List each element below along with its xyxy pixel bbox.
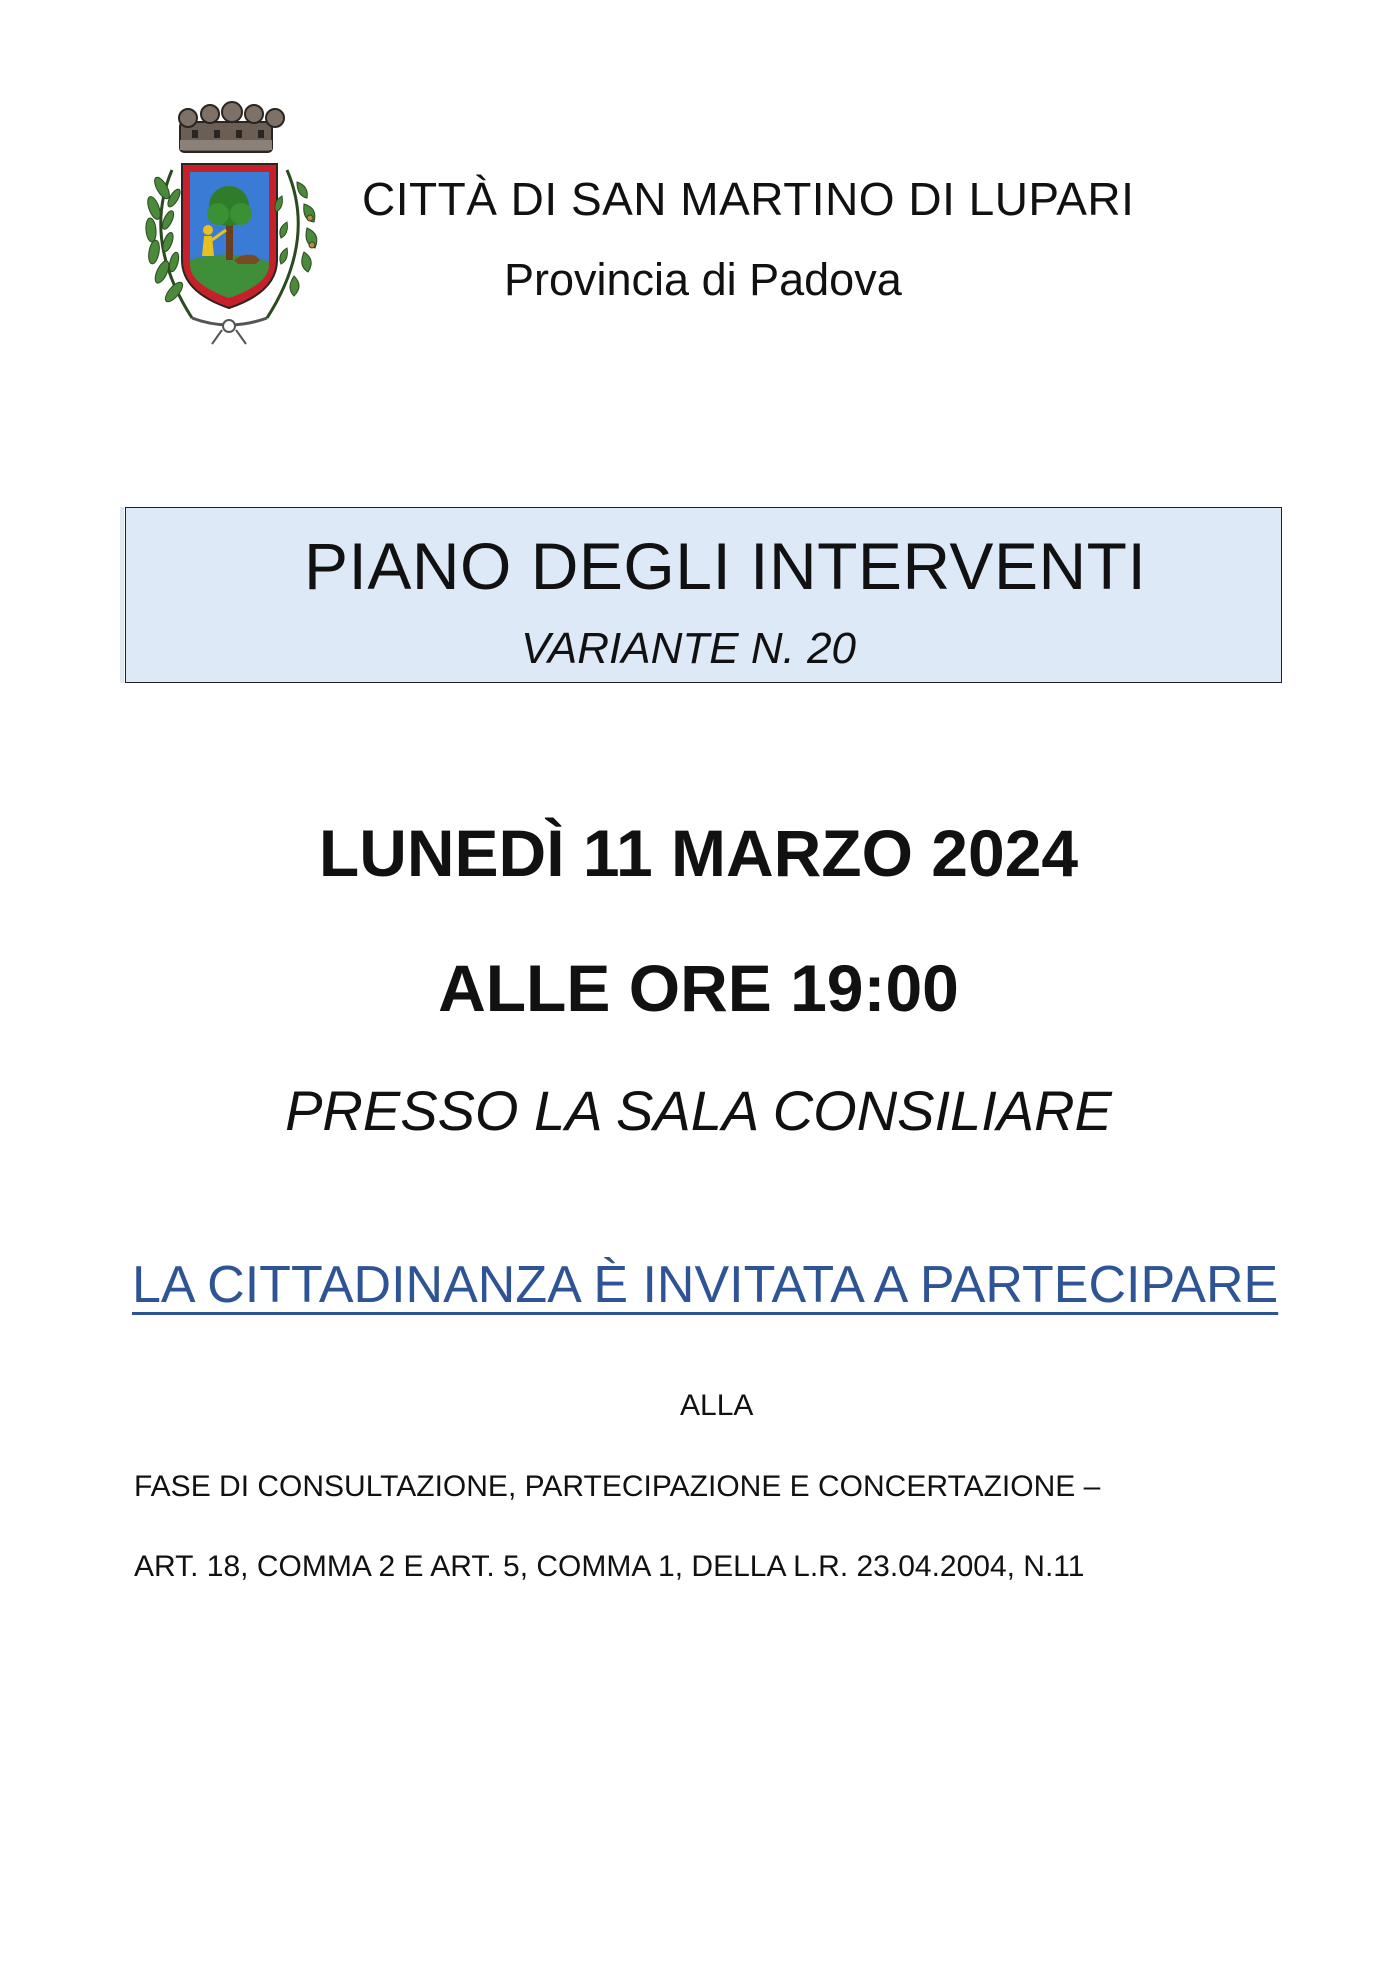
event-time: ALLE ORE 19:00	[438, 951, 959, 1025]
consultation-phase: FASE DI CONSULTAZIONE, PARTECIPAZIONE E CONCERTAZIONE –	[134, 1470, 1101, 1503]
invitation-connector: ALLA	[680, 1389, 754, 1422]
variant-subtitle: VARIANTE N. 20	[521, 624, 857, 673]
document-title: PIANO DEGLI INTERVENTI	[304, 529, 1147, 603]
law-reference: ART. 18, COMMA 2 E ART. 5, COMMA 1, DELLA L.R. 23.04.2004, N.11	[134, 1550, 1085, 1583]
city-name: CITTÀ DI SAN MARTINO DI LUPARI	[362, 173, 1135, 225]
invitation-headline: LA CITTADINANZA È INVITATA A PARTECIPARE	[132, 1256, 1279, 1314]
ribbon-icon	[192, 318, 267, 344]
title-box	[125, 507, 1282, 683]
shield-icon	[182, 164, 277, 308]
event-date: LUNEDÌ 11 MARZO 2024	[318, 816, 1079, 890]
event-place: PRESSO LA SALA CONSILIARE	[285, 1079, 1112, 1142]
province-name: Provincia di Padova	[504, 254, 902, 305]
crown-icon	[179, 102, 284, 152]
coat-of-arms-icon	[132, 100, 327, 345]
